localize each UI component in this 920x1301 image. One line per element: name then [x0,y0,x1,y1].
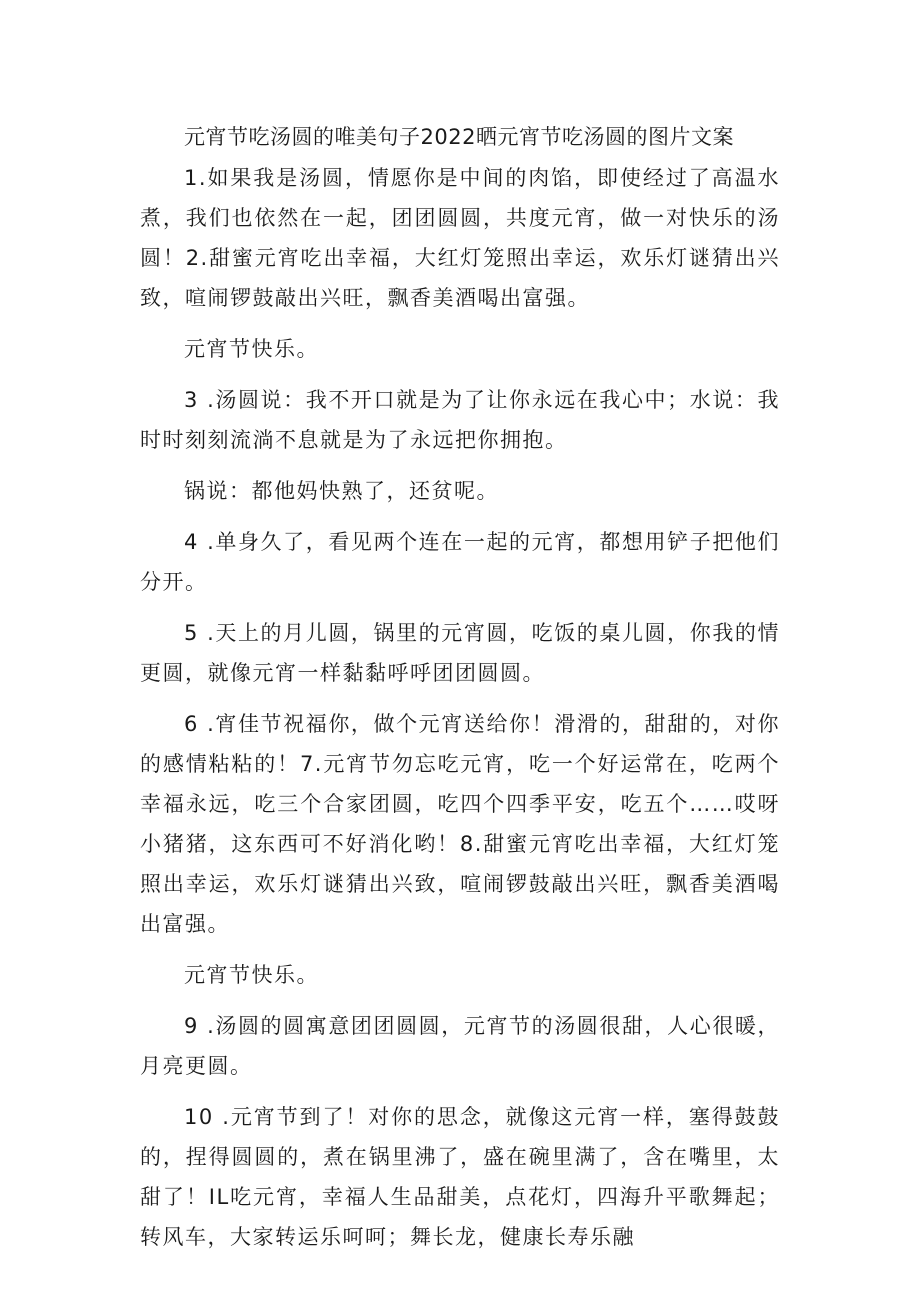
paragraph-7: 6 .宵佳节祝福你，做个元宵送给你！滑滑的，甜甜的，对你的感情粘粘的！7.元宵节勿忘吃元宵，吃一个好运常在，吃两个幸福永远，吃三个合家团圆，吃四个四季平安，吃五个……哎呀小猪猪，这东西可不好消化哟！8.甜蜜元宵吃出幸福，大红灯笼照出幸运，欢乐灯谜猜出兴致，喧闹锣鼓敲出兴旺，飘香美酒喝出富强。 [140,712,780,936]
document-body [140,120,780,1268]
paragraph-9: 9 .汤圆的圆寓意团团圆圆，元宵节的汤圆很甜，人心很暖，月亮更圆。 [140,1014,780,1078]
paragraph-3: 3 .汤圆说：我不开口就是为了让你永远在我心中；水说：我时时刻刻流淌不息就是为了永远把你拥抱。 [140,388,780,452]
paragraph-1: 1.如果我是汤圆，情愿你是中间的肉馅，即使经过了高温水煮，我们也依然在一起，团团圆圆，共度元宵，做一对快乐的汤圆！2.甜蜜元宵吃出幸福，大红灯笼照出幸运，欢乐灯谜猜出兴致，喧闹锣鼓敲出兴旺，飘香美酒喝出富强。 [140,166,780,310]
paragraph-6: 5 .天上的月儿圆，锅里的元宵圆，吃饭的桌儿圆，你我的情更圆，就像元宵一样黏黏呼呼团团圆圆。 [140,621,780,685]
paragraph-8: 元宵节快乐。 [184,963,319,987]
paragraph-2: 元宵节快乐。 [184,337,319,361]
document-title: 元宵节吃汤圆的唯美句子2022晒元宵节吃汤圆的图片文案 [184,125,734,149]
paragraph-10: 10 .元宵节到了！对你的思念，就像这元宵一样，塞得鼓鼓的，捏得圆圆的，煮在锅里沸了，盛在碗里满了，含在嘴里，太甜了！IL吃元宵，幸福人生品甜美，点花灯，四海升平歌舞起；转风车，大家转运乐呵呵；舞长龙，健康长寿乐融 [140,1105,780,1249]
paragraph-4: 锅说：都他妈快熟了，还贫呢。 [184,479,499,503]
paragraph-5: 4 .单身久了，看见两个连在一起的元宵，都想用铲子把他们分开。 [140,530,780,594]
